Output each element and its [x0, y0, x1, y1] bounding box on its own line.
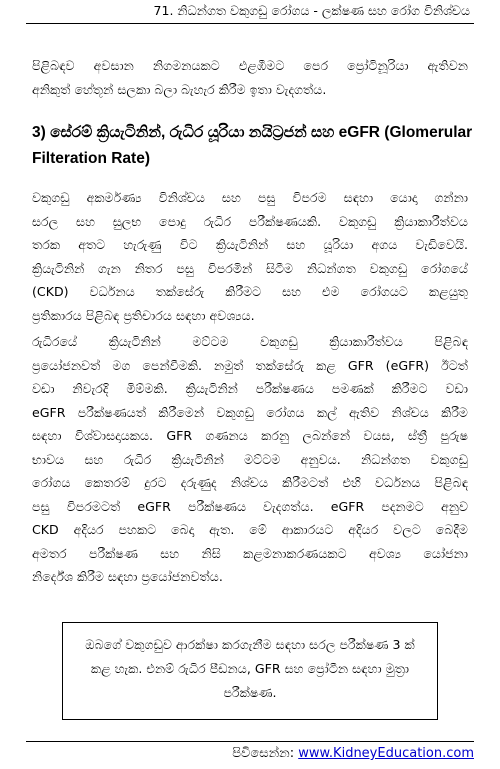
tip-line: පරීක්ෂණ. — [223, 685, 277, 700]
text-line: (CKD) වර්ධනය තක්සේරු කිරීමට සහ එම රෝගයට කළයුතු — [32, 284, 468, 299]
text-line: CKD අදියර පහකට බෙදා ඇත. මේ ආකාරයට අදියර වලට බෙදීම — [32, 522, 468, 537]
text-line: තරක අතට හැරුණු විට ක්‍රියැටිනින් සහ යූරියා අගය වැඩිවෙයි. — [32, 237, 468, 252]
tip-line: ඔබගේ වකුගඩුව ආරක්ෂා කරගැනීම සඳහා සරල පරීක්ෂණ 3 ක් — [85, 637, 415, 652]
visit-label: පිවිසෙන්න: — [232, 746, 295, 761]
paragraph-egfr — [32, 330, 468, 589]
intro-paragraph — [32, 54, 468, 101]
text-line: රෝගය කෙතරම් දුරට දරුණුද නිශ්චය කිරීමටත් එහි වර්ධනය පිළිබඳ — [32, 475, 468, 490]
running-header — [26, 0, 474, 24]
footer-divider — [26, 741, 474, 742]
text-line: පිළිබඳව අවසාන නිගමනයකට එළඹීමට පෙර ප්‍රෝටිනූරියා ඇතිවන — [32, 58, 468, 73]
text-line: පසු විපරමටත් eGFR පරීක්ෂණය වැදගත්ය. eGFR පදනමට අනුව — [32, 498, 468, 514]
text-line: ක්‍රියැටිනින් ගැන නිතර පසු විපරමින් සිටීම නිධන්ගත වකුගඩු රෝගයේ — [32, 260, 468, 276]
section-heading — [32, 120, 472, 172]
chapter-title: 71. නිධන්ගත වකුගඩු රෝගය - ලක්ෂණ සහ රෝග විනිශ්චය — [153, 3, 470, 18]
text-line: භාවය සහ රුධිර ක්‍රියැටිනින් මට්ටම අනුවය. නිධන්ගත වකුගඩු — [32, 451, 468, 467]
text-line: වකුගඩු අකර්මණ්‍ය විනිශ්චය සහ පසු විපරම සඳහා යොදා ගන්නා — [32, 190, 468, 205]
text-line: අමතර පරීක්ෂණ සහ නිසි කළමනාකරණයකට අවශ්‍ය යෝජනා — [32, 545, 468, 561]
text-line: රුධිරයේ ක්‍රියැටිනින් මට්ටම වකුගඩු ක්‍රියාකාරීත්වය පිළිබඳ — [32, 334, 468, 349]
page-footer — [170, 743, 474, 765]
text-line: සරල සහ සුලභ පොදු රුධිර පරීක්ෂණයකි. වකුගඩු ක්‍රියාකාරීත්වය — [32, 213, 468, 229]
text-line: නිර්දේශ කිරීම සඳහා ප්‍රයෝජනවත්ය. — [32, 569, 223, 584]
text-line: eGFR පරීක්ෂණයත් කිරීමෙන් වකුගඩු රෝගය කල් ඇතිව නිශ්චය කිරීම — [32, 404, 468, 420]
heading-line: 3) සේරම් ක්‍රියැටිනින්, රුධිර යූරියා නයිට්‍රජන් සහ eGFR (Glomerular — [32, 124, 473, 141]
paragraph-creatinine-test — [32, 186, 468, 327]
heading-line: Filteration Rate) — [32, 150, 150, 167]
text-line: ප්‍රතිකාරය පිළිබඳ ප්‍රතිචාරය සඳහා අවශ්‍යය. — [32, 307, 255, 323]
website-link[interactable]: www.KidneyEducation.com — [298, 746, 474, 761]
tip-line: කළ හැක. එනම් රුධිර පීඩනය, GFR සහ ප්‍රෝටීන සඳහා මුත්‍රා — [90, 661, 410, 676]
text-line: වඩා නිවැරදි මිම්මකි. ක්‍රියැටිනින් පරීක්ෂණය පමණක් කිරීමට වඩා — [32, 381, 468, 396]
text-line: ප්‍රයෝජනවත් මග පෙන්වීමකි. නමුත් තක්සේරු කළ GFR (eGFR) ඊටත් — [32, 357, 468, 373]
text-line: සඳහා විශ්වාසදායකය. GFR ගණනය කරනු ලබන්නේ වයස, ස්ත්‍රී පුරුෂ — [32, 428, 468, 443]
text-line: අනිකුත් හේතූන් සලකා බලා බැහැර කිරීම ඉතා වැදගත්ය. — [32, 81, 327, 97]
tip-box — [62, 622, 438, 720]
